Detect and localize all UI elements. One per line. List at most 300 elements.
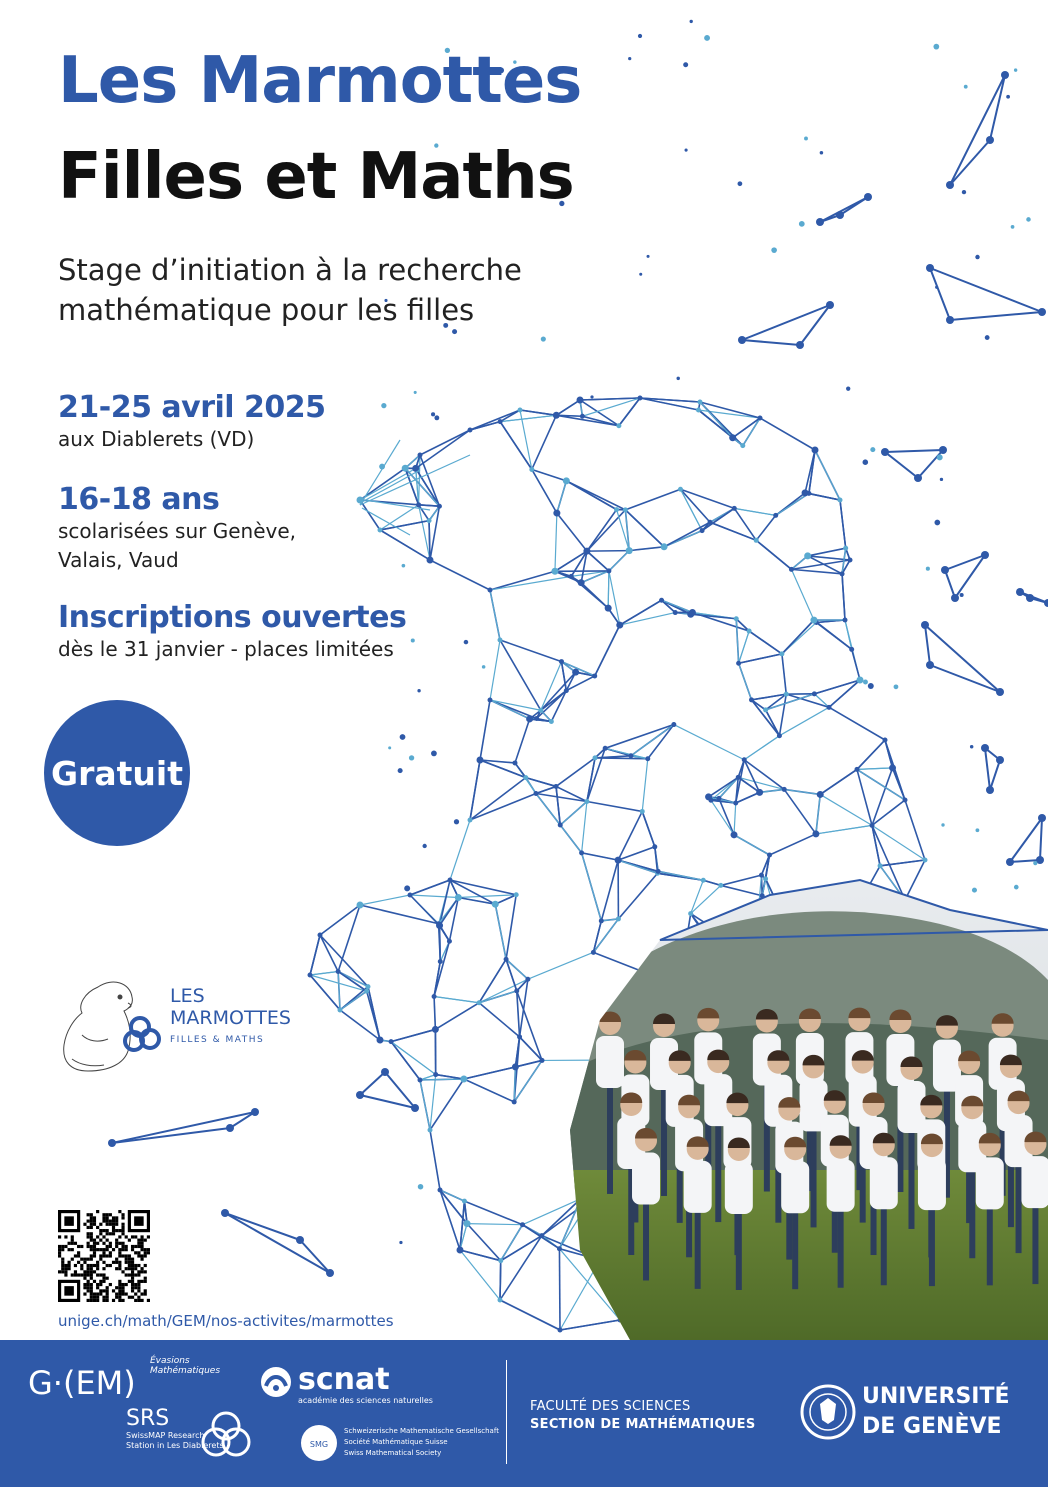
network-edge <box>739 631 749 663</box>
network-edge <box>340 991 367 1010</box>
scatter-dot <box>771 247 777 253</box>
network-node <box>763 707 768 712</box>
network-edge <box>608 571 609 608</box>
constellation-node <box>826 301 834 309</box>
network-edge <box>420 1080 430 1130</box>
qr-module <box>90 1299 93 1302</box>
network-node <box>736 775 741 780</box>
qr-module <box>83 1277 86 1280</box>
qr-module <box>121 1292 124 1295</box>
network-edge <box>500 1300 560 1330</box>
qr-module <box>68 1248 71 1251</box>
network-node <box>734 616 739 621</box>
network-node <box>673 610 678 615</box>
network-edge <box>885 740 893 768</box>
registration-block <box>58 600 406 664</box>
network-edge <box>490 700 541 710</box>
qr-module <box>144 1248 147 1251</box>
scatter-dot <box>804 137 808 141</box>
network-edge <box>464 1079 514 1102</box>
qr-module <box>131 1273 134 1276</box>
network-node <box>638 396 643 401</box>
network-node <box>615 857 622 864</box>
qr-module <box>96 1226 99 1229</box>
network-node <box>377 1037 384 1044</box>
scatter-dot <box>846 387 850 391</box>
scatter-dot <box>926 567 930 571</box>
qr-module <box>61 1270 64 1273</box>
gem-subtitle <box>150 1356 220 1376</box>
qr-module <box>109 1242 112 1245</box>
network-edge <box>470 778 526 820</box>
network-node <box>427 518 432 523</box>
scatter-dot <box>414 391 417 394</box>
smg-line-1: Schweizerische Mathematische Gesellschaft <box>344 1427 499 1435</box>
network-edge <box>490 590 500 640</box>
scatter-dot <box>399 1241 402 1244</box>
qr-module <box>121 1213 124 1216</box>
qr-module <box>106 1254 109 1257</box>
qr-module <box>137 1289 140 1292</box>
qr-module <box>83 1283 86 1286</box>
qr-module <box>115 1220 118 1223</box>
qr-module <box>118 1251 121 1254</box>
network-edge <box>620 600 662 625</box>
network-node <box>540 1058 545 1063</box>
scnat-name: scnat <box>298 1362 390 1397</box>
network-node <box>468 428 473 433</box>
network-node <box>504 957 509 962</box>
qr-module <box>99 1289 102 1292</box>
constellation-node <box>836 211 844 219</box>
constellation-node <box>914 474 922 482</box>
qr-module <box>102 1296 105 1299</box>
network-edge <box>500 640 541 710</box>
qr-module <box>134 1286 137 1289</box>
scatter-dot <box>1006 95 1010 99</box>
qr-module <box>96 1264 99 1267</box>
network-node <box>628 753 633 758</box>
qr-code-icon[interactable] <box>58 1210 150 1302</box>
network-node <box>747 629 752 634</box>
constellation-line <box>840 197 868 215</box>
scatter-dot <box>985 335 990 340</box>
scatter-dot <box>402 564 406 568</box>
network-node <box>827 705 832 710</box>
qr-module <box>106 1216 109 1219</box>
network-edge <box>338 905 360 971</box>
network-node <box>436 921 441 926</box>
network-node <box>557 1246 562 1251</box>
qr-module <box>93 1220 96 1223</box>
qr-module <box>96 1248 99 1251</box>
network-node <box>428 1128 433 1133</box>
network-node <box>438 959 443 964</box>
qr-module <box>137 1242 140 1245</box>
network-edge <box>587 551 609 571</box>
qr-module <box>74 1270 77 1273</box>
qr-module <box>128 1267 131 1270</box>
qr-module <box>77 1245 80 1248</box>
qr-module <box>144 1292 147 1295</box>
network-edge <box>310 975 340 1010</box>
qr-module <box>99 1283 102 1286</box>
constellation-node <box>926 661 934 669</box>
constellation-node <box>251 1108 259 1116</box>
network-edge <box>770 834 816 855</box>
qr-module <box>71 1248 74 1251</box>
qr-module <box>109 1223 112 1226</box>
network-node <box>336 969 341 974</box>
qr-module <box>61 1261 64 1264</box>
network-node <box>558 1328 563 1333</box>
subtitle-line-1: Stage d’initiation à la recherche <box>58 253 522 287</box>
constellation-line <box>990 75 1005 140</box>
gem-sub-line-1: Évasions <box>150 1356 190 1366</box>
gem-logo: G·(EM) <box>28 1364 136 1402</box>
network-edge <box>749 631 782 654</box>
srs-sub-line-1: SwissMAP Research <box>126 1431 205 1440</box>
network-node <box>903 798 908 803</box>
constellation-node <box>939 446 947 454</box>
scatter-dot <box>388 746 391 749</box>
network-node <box>418 453 423 458</box>
qr-module <box>121 1242 124 1245</box>
qr-module <box>58 1248 61 1251</box>
network-edge <box>500 1261 501 1300</box>
scatter-dot <box>894 684 899 689</box>
network-edge <box>380 530 430 560</box>
network-node <box>812 447 819 454</box>
network-node <box>564 688 569 693</box>
title-line-1: Les Marmottes <box>58 44 582 118</box>
qr-module <box>118 1242 121 1245</box>
network-node <box>740 443 745 448</box>
qr-module <box>131 1289 134 1292</box>
constellation-node <box>946 181 954 189</box>
constellation-line <box>930 268 950 320</box>
qr-module <box>102 1254 105 1257</box>
date-location: aux Diablerets (VD) <box>58 427 255 451</box>
network-edge <box>816 825 872 834</box>
qr-module <box>96 1292 99 1295</box>
network-edge <box>557 513 587 551</box>
network-node <box>729 434 736 441</box>
qr-module <box>106 1292 109 1295</box>
qr-module <box>87 1267 90 1270</box>
qr-module <box>99 1229 102 1232</box>
registration-heading: Inscriptions ouvertes <box>58 600 407 635</box>
qr-module <box>58 1254 61 1257</box>
qr-module <box>115 1216 118 1219</box>
qr-module <box>64 1270 67 1273</box>
network-node <box>518 408 523 413</box>
qr-module <box>125 1267 128 1270</box>
person-legs <box>881 1205 887 1285</box>
qr-module <box>61 1264 64 1267</box>
network-node <box>559 659 564 664</box>
qr-module <box>144 1254 147 1257</box>
network-node <box>626 547 633 554</box>
qr-module <box>134 1292 137 1295</box>
qr-module <box>137 1264 140 1267</box>
network-edge <box>560 825 581 853</box>
qr-module <box>118 1267 121 1270</box>
qr-module <box>112 1229 115 1232</box>
network-edge <box>391 1029 435 1041</box>
scatter-dot <box>685 149 688 152</box>
qr-module <box>102 1267 105 1270</box>
network-edge <box>420 430 470 455</box>
network-edge <box>410 880 450 895</box>
constellation-line <box>918 450 943 478</box>
logo-line-2: MARMOTTES <box>170 1007 291 1029</box>
srs-sub-line-2: Station in Les Diablerets <box>126 1441 224 1450</box>
network-node <box>318 933 323 938</box>
qr-module <box>137 1251 140 1254</box>
scatter-dot <box>935 286 938 289</box>
person-legs <box>838 1208 844 1288</box>
qr-module <box>137 1280 140 1283</box>
network-node <box>671 722 676 727</box>
person-legs <box>1016 1163 1022 1253</box>
network-node <box>716 796 721 801</box>
constellation-node <box>356 1091 364 1099</box>
network-edge <box>595 625 620 676</box>
network-edge <box>808 548 846 556</box>
qr-module <box>102 1280 105 1283</box>
qr-module <box>93 1242 96 1245</box>
person-shirt <box>976 1157 1004 1209</box>
network-edge <box>752 700 780 736</box>
network-edge <box>784 789 816 833</box>
network-node <box>572 669 579 676</box>
qr-module <box>99 1280 102 1283</box>
network-node <box>462 1199 467 1204</box>
network-edge <box>515 719 530 763</box>
qr-module <box>131 1283 134 1286</box>
qr-module <box>140 1258 143 1261</box>
network-edge <box>782 620 814 654</box>
qr-module <box>96 1299 99 1302</box>
constellation-line <box>300 1240 330 1273</box>
qr-finder <box>64 1286 74 1296</box>
network-node <box>553 510 560 517</box>
network-node <box>512 1063 519 1070</box>
network-node <box>438 1188 443 1193</box>
constellation-line <box>945 570 955 598</box>
qr-module <box>80 1273 83 1276</box>
person-shirt <box>632 1152 660 1204</box>
qr-module <box>131 1264 134 1267</box>
scatter-dot <box>970 745 973 748</box>
qr-module <box>102 1289 105 1292</box>
qr-module <box>109 1232 112 1235</box>
qr-module <box>68 1264 71 1267</box>
network-node <box>848 558 853 563</box>
qr-module <box>115 1292 118 1295</box>
network-edge <box>405 468 439 506</box>
network-node <box>817 791 824 798</box>
network-node <box>468 818 473 823</box>
qr-module <box>102 1242 105 1245</box>
network-node <box>455 894 462 901</box>
qr-module <box>102 1248 105 1251</box>
constellation-line <box>885 452 918 478</box>
network-edge <box>744 736 779 760</box>
scatter-dot <box>940 478 943 481</box>
scatter-dot <box>870 447 875 452</box>
network-node <box>870 823 875 828</box>
network-edge <box>419 455 420 505</box>
network-node <box>838 498 843 503</box>
network-edge <box>587 551 629 552</box>
network-node <box>525 977 530 982</box>
qr-module <box>90 1220 93 1223</box>
scatter-dot <box>1033 861 1037 865</box>
network-edge <box>700 402 733 438</box>
network-node <box>784 692 789 697</box>
subtitle-line-2: mathématique pour les filles <box>58 293 475 327</box>
network-node <box>402 465 409 472</box>
qr-module <box>90 1264 93 1267</box>
scatter-dot <box>482 665 486 669</box>
qr-module <box>102 1235 105 1238</box>
qr-module <box>90 1283 93 1286</box>
network-edge <box>620 613 675 626</box>
network-edge <box>460 1250 500 1300</box>
qr-module <box>58 1270 61 1273</box>
qr-module <box>109 1220 112 1223</box>
qr-module <box>90 1254 93 1257</box>
network-node <box>523 775 528 780</box>
network-node <box>756 789 763 796</box>
qr-module <box>96 1283 99 1286</box>
network-edge <box>555 513 557 571</box>
network-edge <box>440 1190 460 1250</box>
network-node <box>579 850 584 855</box>
scatter-dot <box>590 395 593 398</box>
qr-module <box>128 1273 131 1276</box>
qr-module <box>80 1267 83 1270</box>
network-edge <box>360 895 410 905</box>
qr-module <box>90 1273 93 1276</box>
network-edge <box>582 853 619 860</box>
qr-module <box>74 1273 77 1276</box>
qr-module <box>93 1292 96 1295</box>
person-shirt <box>1021 1156 1048 1208</box>
network-edge <box>310 935 320 975</box>
network-edge <box>490 700 530 719</box>
network-edge <box>310 971 338 975</box>
faculty-line-1: FACULTÉ DES SCIENCES <box>530 1399 691 1414</box>
network-node <box>840 571 845 576</box>
network-node <box>464 1220 471 1227</box>
person-shirt <box>596 1036 624 1088</box>
qr-module <box>131 1261 134 1264</box>
network-node <box>498 1298 503 1303</box>
unige-name <box>862 1382 1010 1442</box>
qr-module <box>128 1280 131 1283</box>
network-node <box>659 598 664 603</box>
qr-module <box>131 1296 134 1299</box>
qr-module <box>87 1289 90 1292</box>
constellation-line <box>985 748 990 790</box>
marmottes-logo <box>58 975 308 1075</box>
network-node <box>592 673 597 678</box>
qr-module <box>68 1267 71 1270</box>
qr-module <box>74 1242 77 1245</box>
network-edge <box>434 941 449 996</box>
constellation-node <box>881 448 889 456</box>
constellation-node <box>1006 858 1014 866</box>
qr-module <box>106 1220 109 1223</box>
qr-module <box>112 1289 115 1292</box>
network-node <box>857 677 864 684</box>
qr-module <box>140 1292 143 1295</box>
qr-module <box>80 1264 83 1267</box>
qr-module <box>96 1296 99 1299</box>
constellation-node <box>221 1209 229 1217</box>
qr-module <box>106 1296 109 1299</box>
network-node <box>517 1034 522 1039</box>
qr-module <box>71 1258 74 1261</box>
network-edge <box>367 991 380 1040</box>
qr-module <box>128 1239 131 1242</box>
smg-line-3: Swiss Mathematical Society <box>344 1449 442 1457</box>
qr-module <box>99 1273 102 1276</box>
network-node <box>616 423 621 428</box>
scatter-dot <box>820 151 824 155</box>
network-edge <box>480 700 490 760</box>
constellation-node <box>226 1124 234 1132</box>
qr-module <box>125 1235 128 1238</box>
network-node <box>652 844 657 849</box>
qr-module <box>74 1254 77 1257</box>
free-badge: Gratuit <box>44 700 190 846</box>
qr-module <box>125 1254 128 1257</box>
qr-module <box>118 1229 121 1232</box>
scatter-dot <box>464 640 469 645</box>
qr-module <box>121 1254 124 1257</box>
qr-module <box>96 1242 99 1245</box>
network-edge <box>857 740 885 769</box>
network-edge <box>506 895 516 959</box>
network-edge <box>580 398 640 400</box>
website-link[interactable]: unige.ch/math/GEM/nos-activites/marmottes <box>58 1312 394 1330</box>
network-node <box>640 809 645 814</box>
network-edge <box>495 904 506 959</box>
network-node <box>549 719 554 724</box>
qr-module <box>121 1270 124 1273</box>
network-node <box>696 407 701 412</box>
network-edge <box>872 825 880 865</box>
constellation-node <box>1001 71 1009 79</box>
network-edge <box>733 418 760 438</box>
network-node <box>606 568 611 573</box>
qr-module <box>121 1248 124 1251</box>
qr-module <box>147 1248 150 1251</box>
network-node <box>779 651 784 656</box>
age-sub-line-1: scolarisées sur Genève, <box>58 519 297 543</box>
scatter-dot <box>423 844 427 848</box>
qr-module <box>121 1226 124 1229</box>
qr-module <box>115 1223 118 1226</box>
network-edge <box>479 1003 519 1037</box>
qr-module <box>64 1267 67 1270</box>
qr-module <box>134 1283 137 1286</box>
network-node <box>577 397 584 404</box>
